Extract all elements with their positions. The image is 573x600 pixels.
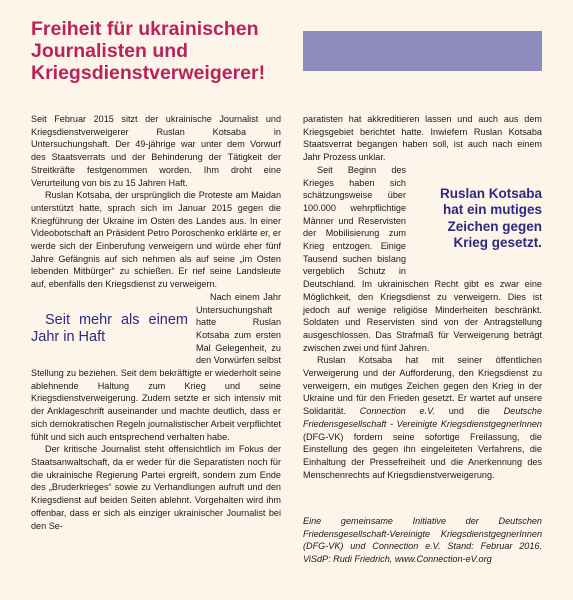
right-column [303, 113, 542, 481]
footer-imprint: Eine gemeinsame Initiative der Deutschen Friedensgesellschaft-Vereinigte KriegsdienstgegnerInnen (DFG-VK) und Connection e.V. Stand: Februar 2016. ViSdP: Rudi Friedrich, www.Connection-eV.org [303, 516, 542, 565]
paragraph-text: Ruslan Kotsaba hat mit seiner öffentlichen Verweigerung und der Aufforderung, den Kriegsdienst zu verweigern, ein mutiges Zeichen gegen den Krieg in der Ukraine und für den Frieden gesetzt. Er wartet auf unsere Solidarität. [303, 355, 542, 417]
paragraph: Der kritische Journalist steht offensichtlich im Fokus der Staatsanwaltschaft, da er weder für die Separatisten noch für die ukrainische Regierung Partei ergreift, sondern zum Ende des „Bruderkrieges“ sowie zu Verhandlungen aufruft und den Kriegsdienst auf beiden Seiten ablehnt. Vorgehalten wird ihm offenbar, dass er sich als einziger ukrainischer Journalist bei den Se- [31, 444, 281, 531]
paragraph-text: und die [435, 406, 504, 417]
pull-quote-left: Seit mehr als einem Jahr in Haft [31, 312, 188, 346]
organization-name: Deutsche Friedensgesellschaft - Vereinigte KriegsdienstgegnerInnen [303, 406, 542, 429]
organization-name: Connection e.V. [359, 406, 435, 417]
paragraph [303, 354, 542, 481]
paragraph-text: Nach einem Jahr Untersuchungshaft hatte Ruslan Kotsaba zum ersten Mal Gelegenheit, zu den Vorwürfen selbst Stellung zu beziehen. Seit dem bekräftigte er wiederholt seine ablehnende Haltung zum Krieg und seine Kriegsdienstverweigerung. Zudem setzte er sich intensiv mit der Anklageschrift auseinander und machte deutlich, dass er sich demokratischen Regeln journalistischer Arbeit verpflichtet fühlt und sich auch entsprechend verhalten habe. [31, 291, 281, 442]
paragraph [31, 291, 281, 443]
page-title: Freiheit für ukrainischen Journalisten und Kriegsdienstverweigerer! [31, 18, 266, 84]
paragraph [303, 164, 542, 355]
left-column [31, 113, 281, 532]
paragraph-text: Seit Beginn des Krieges haben sich schätzungsweise über 100.000 wehrpflichtige Männer und Reservisten der Mobilisierung zum Krieg entzogen. Einige Tausend suchen bislang vergeblich Schutz in Deutschland. Im ukrainischen Recht gibt es zwar eine Möglichkeit, den Kriegsdienst zu verweigern. Dies ist jedoch auf wenige religiöse Minderheiten beschränkt. Soldaten und Reservisten sind von der Antragstellung ausgeschlossen. Das Strafmaß für Verweigerung beträgt zwischen zwei und fünf Jahren. [303, 164, 542, 353]
accent-color-block [303, 31, 542, 71]
paragraph: paratisten hat akkreditieren lassen und auch aus dem Kriegsgebiet berichtet hatte. Inwiefern Ruslan Kotsaba Staatsverrat begangen haben soll, ist auch nach einem Jahr Prozess unklar. [303, 114, 542, 163]
paragraph: Ruslan Kotsaba, der ursprünglich die Proteste am Maidan unterstützt hatte, sprach sich im Januar 2015 gegen die Kriegführung der Ukraine im Osten des Landes aus. In einer Videobotschaft an Präsident Petro Poroschenko erklärte er, er werde sich der Einberufung verweigern und würde eher fünf Jahre Gefängnis auf sich nehmen als auf seine „im Osten lebenden Mitbürger“ zu schießen. Er rief seine Landsleute auf, ebenfalls den Kriegsdienst zu verweigern. [31, 190, 281, 290]
pull-quote-right: Ruslan Kotsaba hat ein mutiges Zeichen gegen Krieg gesetzt. [439, 185, 542, 251]
paragraph: Seit Februar 2015 sitzt der ukrainische Journalist und Kriegsdienstverweigerer Ruslan Kotsaba in Untersuchungshaft. Der 49-jährige war unter dem Vorwurf des Staatsverrats und der Behinderung der Tätigkeit der Streitkräfte festgenommen worden. Ihm droht eine Verurteilung von bis zu 15 Jahren Haft. [31, 114, 281, 188]
paragraph-text: (DFG-VK) fordern seine sofortige Freilassung, die Einstellung des gegen ihn eingeleiteten Verfahrens, die Einhaltung der Pressefreiheit und die Anerkennung des Menschenrechts auf Kriegsdienstverweigerung. [303, 431, 542, 480]
